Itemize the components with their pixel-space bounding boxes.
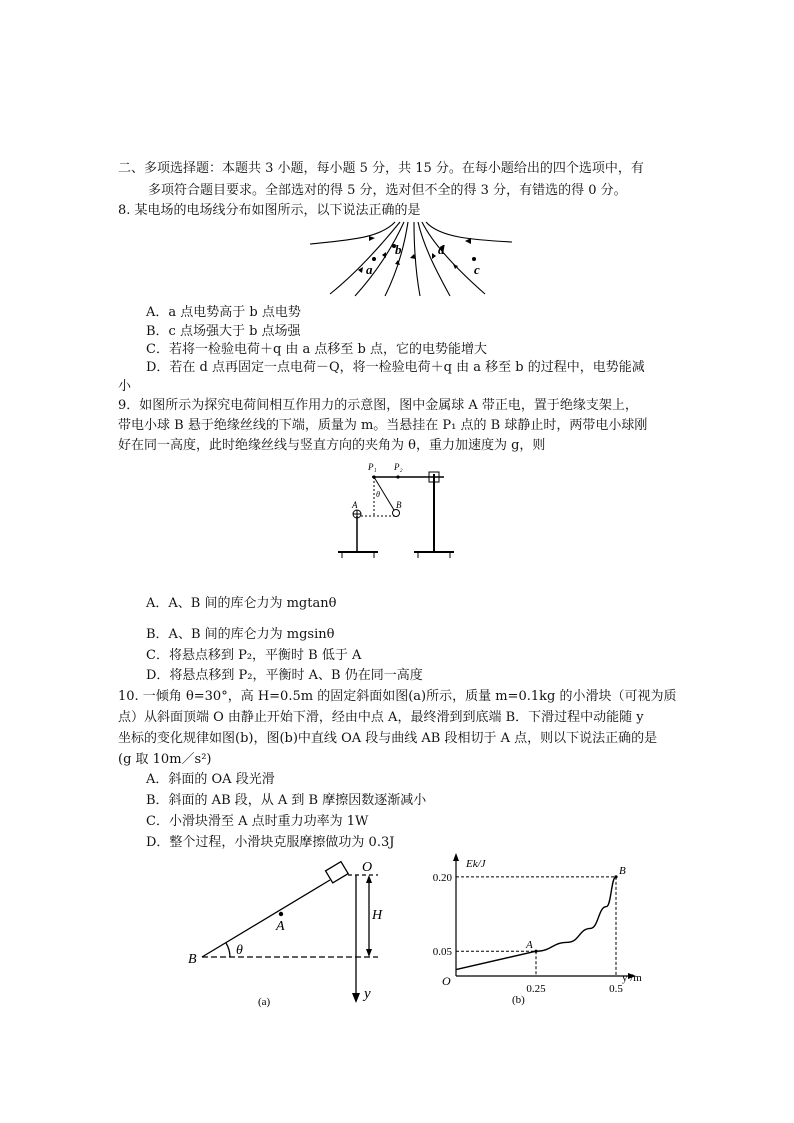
q10-incline-figure bbox=[180, 855, 390, 1010]
q9-stem-line2: 带电小球 B 悬于绝缘丝线的下端，质量为 m。当悬挂在 P₁ 点的 B 球静止时，两带电小球刚 bbox=[118, 418, 648, 433]
q9-option-d: D．将悬点移到 P₂，平衡时 A、B 仍在同一高度 bbox=[146, 668, 423, 683]
q9-stem-line3: 好在同一高度，此时绝缘丝线与竖直方向的夹角为 θ，重力加速度为 g，则 bbox=[118, 438, 546, 453]
q10-option-c: C．小滑块滑至 A 点时重力功率为 1W bbox=[146, 814, 369, 829]
q10a-label-o: O bbox=[362, 860, 373, 875]
chart-series-AB bbox=[536, 877, 616, 951]
q9-stem-line1: 9．如图所示为探究电荷间相互作用力的示意图，图中金属球 A 带正电，置于绝缘支架上， bbox=[118, 398, 638, 413]
q10a-label-y: y bbox=[364, 986, 371, 1002]
q8-label-d: d bbox=[438, 242, 445, 257]
q9-label-p1: P₁ bbox=[368, 462, 377, 472]
q9-label-b: B bbox=[396, 500, 402, 510]
chart-ytick-020: 0.20 bbox=[432, 871, 452, 884]
q10a-label-a: A bbox=[276, 919, 285, 934]
q10-option-a: A．斜面的 OA 段光滑 bbox=[146, 772, 275, 787]
chart-point-b-label: B bbox=[619, 864, 626, 877]
q8-option-a: A．a 点电势高于 b 点电势 bbox=[146, 305, 301, 320]
q10-stem-line3: 坐标的变化规律如图(b)，图(b)中直线 OA 段与曲线 AB 段相切于 A 点，则以下说法正确的是 bbox=[118, 731, 658, 746]
q10-option-d: D．整个过程，小滑块克服摩擦做功为 0.3J bbox=[146, 835, 395, 850]
q8-label-b: b bbox=[395, 242, 402, 257]
q9-option-a: A．A、B 间的库仑力为 mgtanθ bbox=[146, 596, 337, 611]
q8-option-c: C．若将一检验电荷＋q 由 a 点移至 b 点，它的电势能增大 bbox=[146, 342, 488, 357]
q10-stem-line2: 点）从斜面顶端 O 由静止开始下滑，经由中点 A，最终滑到到底端 B．下滑过程中动能随 y bbox=[118, 710, 644, 725]
chart-point-a bbox=[534, 950, 537, 953]
q10-option-b: B．斜面的 AB 段，从 A 到 B 摩擦因数逐渐减小 bbox=[146, 793, 427, 808]
q8-stem: 8. 某电场的电场线分布如图所示，以下说法正确的是 bbox=[118, 203, 421, 218]
chart-xtick-05: 0.5 bbox=[609, 983, 623, 995]
q10a-label-b: B bbox=[188, 952, 197, 967]
chart-point-b bbox=[614, 875, 617, 878]
q10-stem-line1: 10. 一倾角 θ=30°，高 H=0.5m 的固定斜面如图(a)所示，质量 m=0.1kg 的小滑块（可视为质 bbox=[118, 689, 677, 704]
q10-stem-line4: (g 取 10m／s²) bbox=[118, 752, 212, 767]
chart-xlabel: y /m bbox=[622, 972, 642, 984]
q9-option-b: B．A、B 间的库仑力为 mgsinθ bbox=[146, 627, 335, 642]
q9-apparatus-figure bbox=[332, 458, 462, 562]
q8-option-d: D．若在 d 点再固定一点电荷－Q，将一检验电荷＋q 由 a 移至 b 的过程中，电势能减 bbox=[146, 360, 645, 375]
y-axis-arrow bbox=[453, 853, 459, 861]
q10-ek-chart bbox=[420, 845, 660, 1010]
chart-caption: (b) bbox=[512, 994, 525, 1006]
q10a-caption: (a) bbox=[258, 996, 271, 1008]
chart-guide-line bbox=[456, 877, 616, 976]
chart-ytick-005: 0.05 bbox=[432, 946, 452, 959]
q9-label-a: A bbox=[352, 500, 358, 510]
q8-label-c: c bbox=[474, 262, 480, 277]
q8-label-a: a bbox=[366, 262, 373, 277]
section-instructions: 多项符合题目要求。全部选对的得 5 分，选对但不全的得 3 分，有错选的得 0 分。 bbox=[148, 183, 627, 198]
q10a-label-h: H bbox=[372, 908, 383, 923]
chart-ylabel: Ek/J bbox=[466, 858, 486, 870]
chart-origin-label: O bbox=[442, 974, 451, 988]
q10a-label-theta: θ bbox=[236, 943, 243, 958]
q8-field-lines-figure bbox=[300, 214, 520, 298]
chart-xtick-025: 0.25 bbox=[526, 983, 546, 995]
q9-label-p2: P₂ bbox=[394, 462, 403, 472]
chart-guide-line bbox=[456, 951, 536, 976]
section-heading: 二、多项选择题：本题共 3 小题，每小题 5 分，共 15 分。在每小题给出的四个选项中，有 bbox=[118, 161, 644, 176]
q9-option-c: C．将悬点移到 P₂，平衡时 B 低于 A bbox=[146, 648, 362, 663]
q8-option-d-continued: 小 bbox=[118, 379, 132, 394]
q8-option-b: B．c 点场强大于 b 点场强 bbox=[146, 324, 301, 339]
chart-point-a-label: A bbox=[526, 939, 533, 952]
q9-label-theta: θ bbox=[376, 490, 380, 499]
chart-series-OA bbox=[456, 951, 536, 969]
